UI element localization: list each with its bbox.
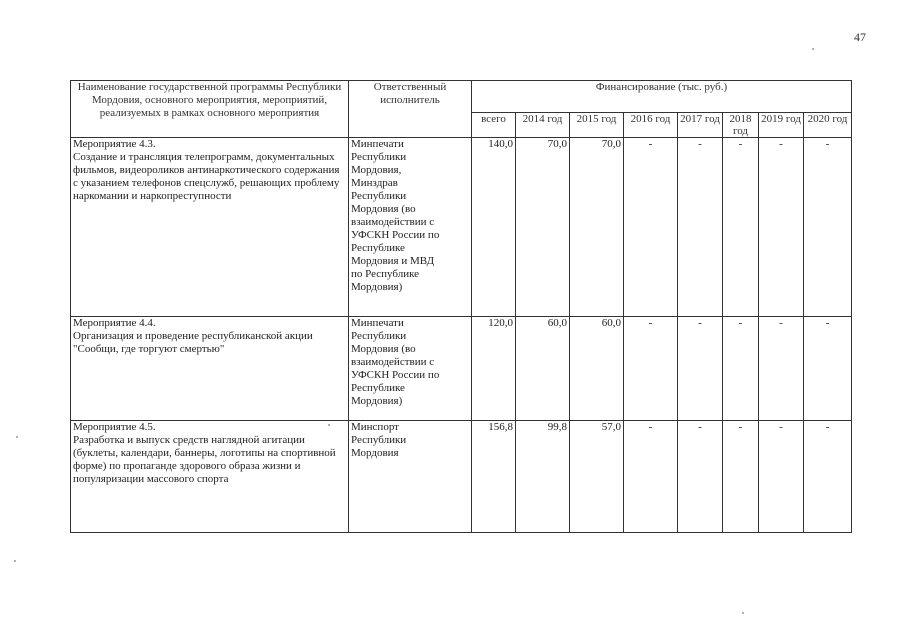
amount-2019: - <box>759 421 804 533</box>
activity-name: Мероприятие 4.3. Создание и трансляция телепрограмм, документальных фильмов, видеороликов антинаркотического содержания с указанием телефонов спецслужб, решающих проблему наркомании и наркопреступности <box>71 138 349 317</box>
header-program-name: Наименование государственной программы Республики Мордовия, основного мероприятия, мероприятий, реализуемых в рамках основного мероприятия <box>71 81 349 138</box>
amount-2019: - <box>759 138 804 317</box>
amount-2014: 99,8 <box>516 421 570 533</box>
header-year-2019: 2019 год <box>759 113 804 138</box>
header-year-2020: 2020 год <box>804 113 852 138</box>
amount-2017: - <box>678 421 723 533</box>
amount-2020: - <box>804 317 852 421</box>
amount-2015: 57,0 <box>570 421 624 533</box>
amount-2016: - <box>624 317 678 421</box>
header-total: всего <box>472 113 516 138</box>
amount-2018: - <box>723 421 759 533</box>
amount-total: 156,8 <box>472 421 516 533</box>
amount-total: 120,0 <box>472 317 516 421</box>
scan-speck <box>328 424 330 426</box>
amount-total: 140,0 <box>472 138 516 317</box>
amount-2015: 60,0 <box>570 317 624 421</box>
program-financing-table <box>70 80 852 533</box>
header-year-2014: 2014 год <box>516 113 570 138</box>
amount-2019: - <box>759 317 804 421</box>
scan-speck <box>742 612 744 614</box>
amount-2016: - <box>624 421 678 533</box>
header-executor: Ответственный исполнитель <box>349 81 472 138</box>
responsible-executor: Минпечати Республики Мордовия (во взаимодействии с УФСКН России по Республике Мордовия) <box>349 317 472 421</box>
responsible-executor: Минспорт Республики Мордовия <box>349 421 472 533</box>
amount-2020: - <box>804 421 852 533</box>
scan-speck <box>16 436 18 438</box>
page-number: 47 <box>854 30 866 44</box>
table-row <box>71 421 852 533</box>
amount-2020: - <box>804 138 852 317</box>
amount-2017: - <box>678 317 723 421</box>
header-year-2017: 2017 год <box>678 113 723 138</box>
amount-2014: 60,0 <box>516 317 570 421</box>
header-row-top <box>71 81 852 113</box>
amount-2018: - <box>723 138 759 317</box>
header-year-2016: 2016 год <box>624 113 678 138</box>
amount-2015: 70,0 <box>570 138 624 317</box>
activity-name: Мероприятие 4.5. Разработка и выпуск средств наглядной агитации (буклеты, календари, баннеры, логотипы на спортивной форме) по пропаганде здорового образа жизни и популяризации массового спорта <box>71 421 349 533</box>
amount-2018: - <box>723 317 759 421</box>
amount-2016: - <box>624 138 678 317</box>
table-row <box>71 138 852 317</box>
scan-speck <box>812 48 814 50</box>
responsible-executor: Минпечати Республики Мордовия, Минздрав Республики Мордовия (во взаимодействии с УФСКН России по Республике Мордовия и МВД по Республике Мордовия) <box>349 138 472 317</box>
activity-name: Мероприятие 4.4. Организация и проведение республиканской акции "Сообщи, где торгуют смертью" <box>71 317 349 421</box>
header-year-2015: 2015 год <box>570 113 624 138</box>
table-row <box>71 317 852 421</box>
amount-2017: - <box>678 138 723 317</box>
header-financing: Финансирование (тыс. руб.) <box>472 81 852 113</box>
header-year-2018: 2018 год <box>723 113 759 138</box>
scan-speck <box>14 560 16 562</box>
amount-2014: 70,0 <box>516 138 570 317</box>
